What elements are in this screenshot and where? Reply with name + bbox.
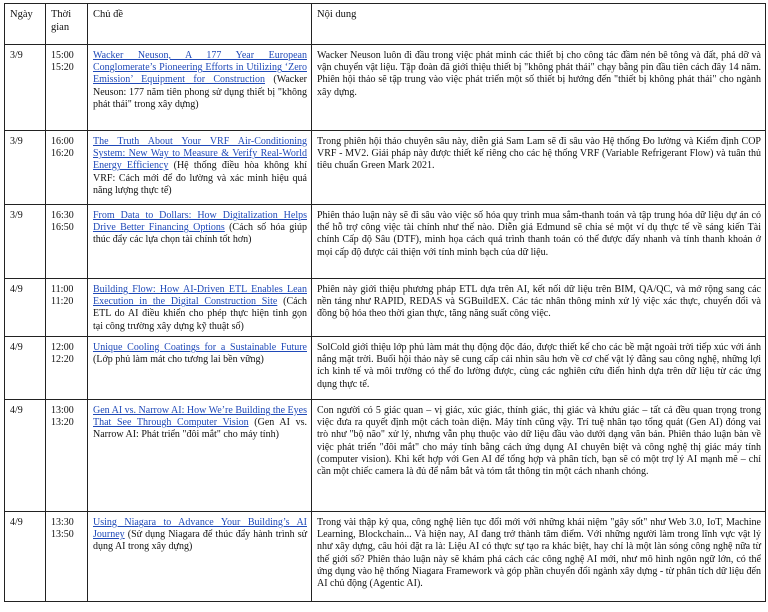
row-date: 3/9 — [5, 131, 46, 205]
table-row — [5, 279, 766, 337]
end-time: 16:20 — [51, 148, 74, 160]
end-time: 13:50 — [51, 529, 74, 541]
row-content: Con người có 5 giác quan – vị giác, xúc giác, thính giác, thị giác và khứu giác – tất cả đều quan trọng trong việc đưa ra quyết định một cách toàn diện. Máy tính cũng vậy. Trí tuệ nhân tạo tổng quát (Gen AI) đóng vai trò như "bộ não" xử lý, nhưng vẫn phụ thuộc vào dữ liệu đầu vào dưới dạng văn bản. Phiên thảo luận bàn về việc phát triển "đôi mắt" cho máy tính bằng cách ứng dụng AI chuyên biệt và công nghệ thị giác máy tính (computer vision). Khi kết hợp với Gen AI để tổng hợp và phân tích, bạn sẽ có một trợ lý AI mạnh mẽ – chỉ cần một chiếc camera là đủ để nắm bắt và tóm tắt thông tin một cách nhanh chóng. — [312, 400, 766, 512]
topic-link[interactable]: Wacker Neuson, A 177 Year European Conglomerate’s Pioneering Efforts in Utilizing ‘Zero Emission’ Equipment for Construction — [93, 50, 307, 86]
row-date: 4/9 — [5, 400, 46, 512]
row-time — [46, 337, 88, 400]
row-content: SolCold giới thiệu lớp phủ làm mát thụ động độc đáo, được thiết kế cho các bề mặt ngoài trời tiếp xúc với ánh nắng mặt trời. Buổi hội thảo này sẽ cung cấp cái nhìn sâu hơn về cơ chế vật lý đằng sau công nghệ, những lợi ích kinh tế và môi trường có thể đo lường được, cùng các nghiên cứu điển hình dựa trên dữ liệu từ các ứng dụng thực tế. — [312, 337, 766, 400]
topic-link[interactable]: The Truth About Your VRF Air-Conditioning System: New Way to Measure & Verify Real-World Energy Efficiency — [93, 136, 307, 172]
topic-translation: (Lớp phủ làm mát cho tương lai bền vững) — [93, 354, 264, 366]
schedule-table — [4, 3, 766, 602]
topic-translation: (Hệ thống điều hòa không khí VRF: Cách mới để đo lường và xác minh hiệu quả năng lượng thực tế) — [93, 160, 307, 196]
topic-link[interactable]: Unique Cooling Coatings for a Sustainable Future — [93, 342, 307, 353]
end-time: 13:20 — [51, 417, 74, 429]
row-date: 4/9 — [5, 512, 46, 602]
end-time: 15:20 — [51, 62, 74, 74]
table-row — [5, 131, 766, 205]
row-date: 3/9 — [5, 205, 46, 279]
start-time: 12:00 — [51, 342, 74, 353]
start-time: 13:00 — [51, 405, 74, 416]
header-time: Thời gian — [46, 4, 88, 45]
row-time — [46, 45, 88, 131]
row-topic — [88, 279, 312, 337]
row-date: 4/9 — [5, 279, 46, 337]
row-topic — [88, 45, 312, 131]
row-topic — [88, 512, 312, 602]
row-time — [46, 400, 88, 512]
topic-link[interactable]: Using Niagara to Advance Your Building’s AI Journey — [93, 517, 307, 541]
start-time: 13:30 — [51, 517, 74, 528]
topic-translation: (Wacker Neuson: 177 năm tiên phong sử dụng thiết bị "không phát thải" trong xây dựng) — [93, 74, 307, 110]
header-content: Nội dung — [312, 4, 766, 45]
end-time: 16:50 — [51, 222, 74, 234]
row-topic — [88, 131, 312, 205]
topic-link[interactable]: Gen AI vs. Narrow AI: How We’re Building the Eyes That See Through Computer Vision — [93, 405, 307, 429]
table-row — [5, 512, 766, 602]
topic-link[interactable]: From Data to Dollars: How Digitalization Helps Drive Better Financing Options — [93, 210, 307, 234]
row-topic — [88, 337, 312, 400]
row-time — [46, 205, 88, 279]
table-row — [5, 400, 766, 512]
table-row — [5, 205, 766, 279]
row-time — [46, 512, 88, 602]
header-date: Ngày — [5, 4, 46, 45]
start-time: 11:00 — [51, 284, 74, 295]
row-date: 3/9 — [5, 45, 46, 131]
topic-translation: (Cách ETL do AI điều khiển cho phép thực hiện tinh gọn tại công trường xây dựng kỹ thuật số) — [93, 296, 307, 332]
topic-translation: (Gen AI vs. Narrow AI: Phát triển "đôi mắt" cho máy tính) — [93, 417, 307, 441]
table-row — [5, 337, 766, 400]
row-topic — [88, 400, 312, 512]
row-topic — [88, 205, 312, 279]
row-time — [46, 279, 88, 337]
row-content: Trong phiên hội thảo chuyên sâu này, diễn giả Sam Lam sẽ đi sâu vào Hệ thống Đo lường và Kiểm định COP VRF - MV2. Giải pháp này được thiết kế riêng cho các hệ thống VRF (Variable Refrigerant Flow) và tuân thủ tiêu chuẩn Green Mark 2021. — [312, 131, 766, 205]
start-time: 16:30 — [51, 210, 74, 221]
row-content: Trong vài thập kỷ qua, công nghệ liên tục đổi mới với những khái niệm "gây sốt" như Web 3.0, IoT, Machine Learning, Blockchain... Và hiện nay, AI đang trở thành tâm điểm. Với những người làm trong lĩnh vực vật lý như xây dựng, câu hỏi đặt ra là: Liệu AI có thực sự tạo ra khác biệt, hay chỉ là một làn sóng công nghệ nữa từ thế giới số? Phiên thảo luận này sẽ khám phá cách các công nghệ AI mới, như mô hình ngôn ngữ lớn, có thể ứng dụng vào hệ thống Niagara Framework và góp phần chuyển đổi ngành xây dựng - từ phân tích dữ liệu đến AI chủ động (Agentic AI). — [312, 512, 766, 602]
start-time: 15:00 — [51, 50, 74, 61]
end-time: 12:20 — [51, 354, 74, 366]
row-content: Wacker Neuson luôn đi đầu trong việc phát minh các thiết bị cho công tác đầm nén bê tông và đất, phá dỡ và vận chuyển vật liệu. Tập đoàn đã giới thiệu thiết bị "không phát thải" chạy bằng pin đầu tiên cách đây 14 năm. Phiên hội thảo sẽ tập trung vào việc phát triển một số thiết bị hướng đến "thiết bị không phát thải" cho ngành xây dựng. — [312, 45, 766, 131]
header-row — [5, 4, 766, 45]
row-date: 4/9 — [5, 337, 46, 400]
row-content: Phiên này giới thiệu phương pháp ETL dựa trên AI, kết nối dữ liệu trên BIM, QA/QC, và mở rộng sang các nền tảng như RAPID, REDAS và SGBuildEX. Các tác nhân thông minh xử lý việc xác thực, chuyển đổi và đồng bộ hóa theo thời gian thực, tăng năng suất công việc. — [312, 279, 766, 337]
topic-translation: (Cách số hóa giúp thúc đẩy các lựa chọn tài chính tốt hơn) — [93, 222, 307, 246]
row-time — [46, 131, 88, 205]
table-row — [5, 45, 766, 131]
header-topic: Chủ đề — [88, 4, 312, 45]
topic-translation: (Sử dụng Niagara để thúc đẩy hành trình sử dụng AI trong xây dựng) — [93, 529, 308, 553]
topic-link[interactable]: Building Flow: How AI-Driven ETL Enables Lean Execution in the Digital Construction Site — [93, 284, 307, 308]
end-time: 11:20 — [51, 296, 74, 308]
start-time: 16:00 — [51, 136, 74, 147]
row-content: Phiên thảo luận này sẽ đi sâu vào việc số hóa quy trình mua sắm-thanh toán và tập trung hóa dữ liệu dự án có thể hỗ trợ công việc tài chính như thế nào. Diễn giả Edmund sẽ chia sẻ một ví dụ thực tế về sáng kiến Tài chính Cấp độ Sâu (DTF), minh họa cách quá trình thanh toán có thể được đẩy nhanh và tính thanh khoản ở mọi cấp độ được cải thiện với tính minh bạch của dữ liệu. — [312, 205, 766, 279]
